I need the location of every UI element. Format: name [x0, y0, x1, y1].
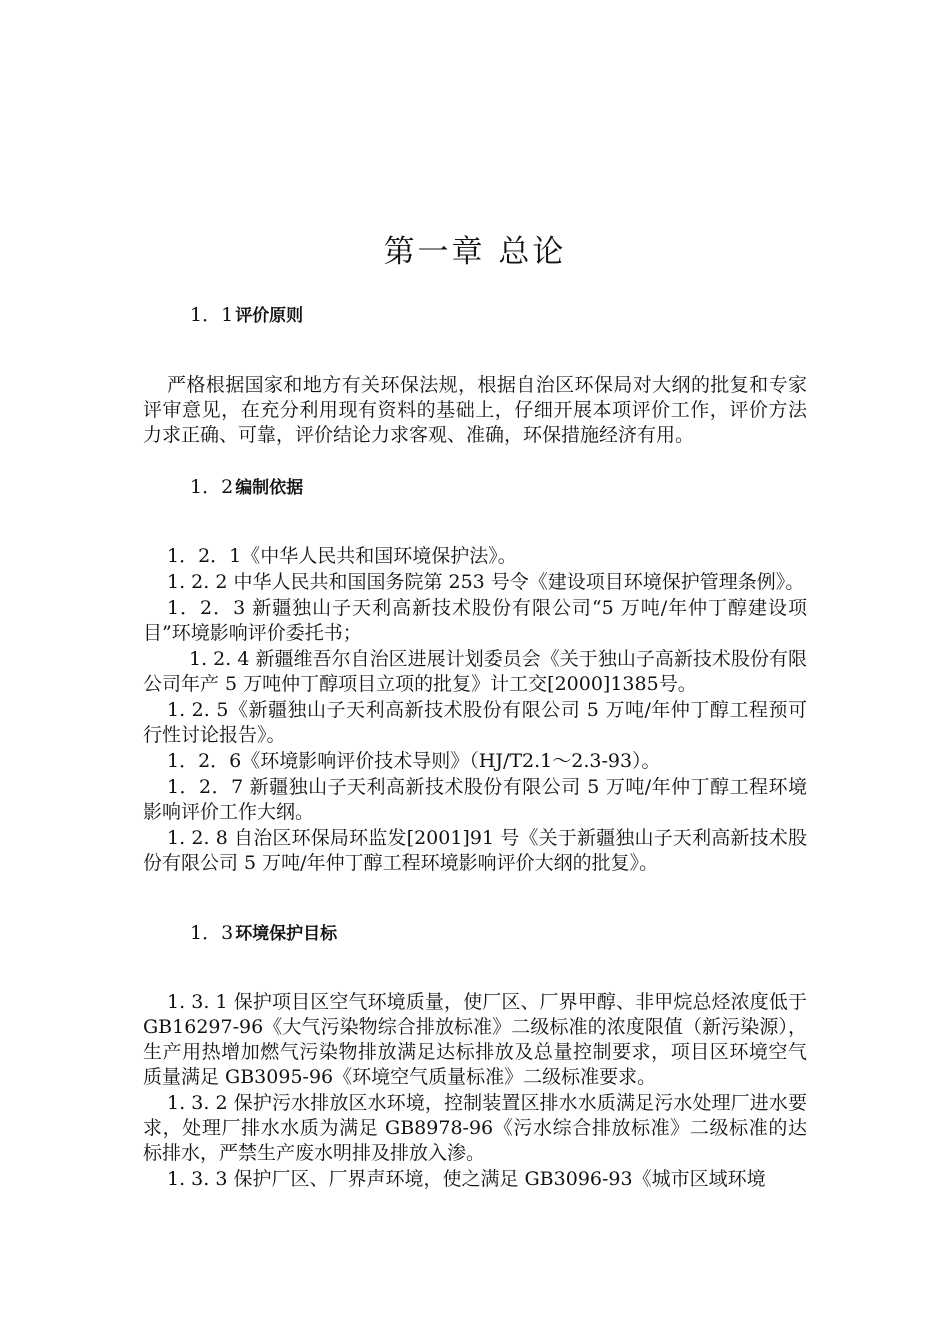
section-title: 评价原则 [235, 306, 304, 326]
list-item: 1. 2. 2 中华人民共和国国务院第 253 号令《建设项目环境保护管理条例》。 [167, 571, 805, 593]
section-number: 1．2 [190, 476, 234, 498]
list-item: 1．2．7 新疆独山子天利高新技术股份有限公司 5 万吨/年仲丁醇工程环境影响评价工作大纲。 [143, 776, 807, 823]
paragraph: 严格根据国家和地方有关环保法规，根据自治区环保局对大纲的批复和专家评审意见，在充分利用现有资料的基础上，仔细开展本项评价工作，评价方法力求正确、可靠，评价结论力求客观、准确，环保措施经济有用。 [143, 374, 807, 446]
list-item: 1．2．6《环境影响评价技术导则》（HJ/T2.1～2.3-93）。 [167, 750, 661, 772]
list-item: 1. 3. 1 保护项目区空气环境质量，使厂区、厂界甲醇、非甲烷总烃浓度低于 GB16297-96《大气污染物综合排放标准》二级标准的浓度限值（新污染源），生产用热增加燃气污染物排放满足达标排放及总量控制要求，项目区环境空气质量满足 GB3095-96《环境空气质量标准》二级标准要求。 [143, 991, 807, 1088]
section-title: 编制依据 [235, 478, 304, 498]
section-heading-1-3 [190, 918, 337, 945]
section-body-1-1 [143, 373, 807, 448]
section-body-1-2 [143, 544, 807, 877]
list-item: 1. 3. 3 保护厂区、厂界声环境，使之满足 GB3096-93《城市区域环境 [167, 1168, 766, 1190]
section-heading-1-2 [190, 472, 303, 499]
section-body-1-3 [143, 990, 807, 1193]
list-item: 1. 3. 2 保护污水排放区水环境，控制装置区排水水质满足污水处理厂进水要求，处理厂排水水质为满足 GB8978-96《污水综合排放标准》二级标准的达标排水，严禁生产废水明排及排放入渗。 [143, 1092, 807, 1164]
list-item: 1. 2. 5《新疆独山子天利高新技术股份有限公司 5 万吨/年仲丁醇工程预可行性讨论报告》。 [143, 699, 807, 746]
list-item: 1. 2. 4 新疆维吾尔自治区进展计划委员会《关于独山子高新技术股份有限公司年产 5 万吨仲丁醇项目立项的批复》计工交[2000]1385号。 [143, 648, 807, 695]
section-number: 1．3 [190, 922, 234, 944]
chapter-title: 第一章 总论 [383, 234, 567, 270]
list-item: 1. 2. 8 自治区环保局环监发[2001]91 号《关于新疆独山子天利高新技术股份有限公司 5 万吨/年仲丁醇工程环境影响评价大纲的批复》。 [143, 827, 807, 874]
section-heading-1-1 [190, 300, 303, 327]
section-number: 1．1 [190, 304, 234, 326]
list-item: 1．2．1《中华人民共和国环境保护法》。 [167, 545, 517, 567]
list-item: 1．2．3 新疆独山子天利高新技术股份有限公司“5 万吨/年仲丁醇建设项目”环境影响评价委托书； [143, 597, 807, 644]
section-title: 环境保护目标 [235, 924, 338, 944]
